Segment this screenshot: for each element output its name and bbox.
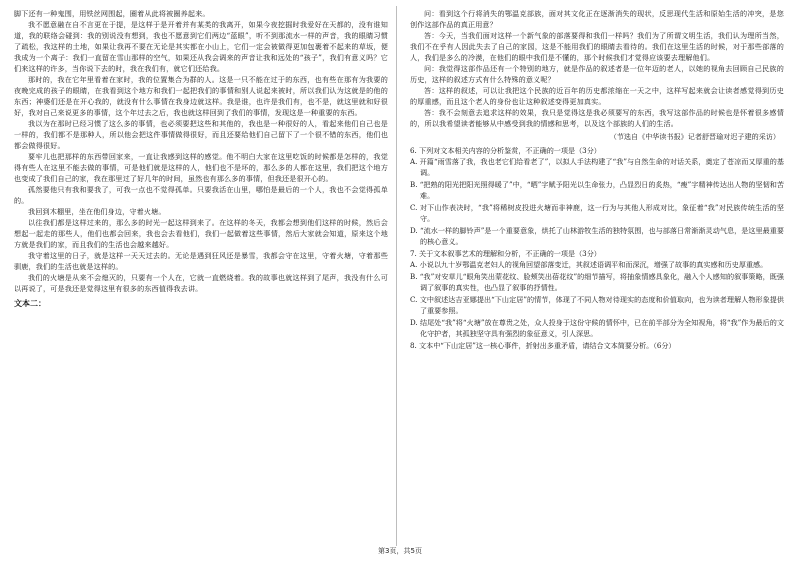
question-7-stem: 7. 关于文本叙事艺术的理解和分析，不正确的一项是（3分） — [410, 249, 601, 258]
left-paragraph: 要牢儿也把那样的东西带回家来，一直让我感到这样的感觉。他不明白大家在这里吃饭的时候都是怎样的，我觉得有些人在这里不能去做的事情，可是他们就是这样的人，他们也不是坏的，那么多的人都在这里，我们把这个地方也变成了我们自己的家，我在那里过了好几年的时间，虽然也有那么多的事情，但我还是很开心的。 — [14, 152, 388, 183]
question-6-option-d: D. “流水一样的脚铃声”是一个重要意象，烘托了山林游牧生活的独特氛围，也与部落日常渐渐灵动气息，是这里最重要的核心意义。 — [410, 226, 784, 246]
left-paragraph: 孤然要他只有我和要我了，可我一点也不觉得孤单。只要我活在山里，哪怕是最后的一个人，我也不会觉得孤单的。 — [14, 185, 388, 205]
right-paragraph: 答：这样的叙述，可以让我把这个民族的近百年的历史都浓缩在一天之中，这样写起来就会让读者感觉得到历史的厚重感，而且这个老人的身份也让这种叙述变得更加真实。 — [410, 86, 784, 106]
right-paragraph: 问：看到这个行将消失的鄂温克部族，面对其文化正在逐渐消失的现状，反思现代生活和原始生活的冲突，是您创作这部作品的真正用意？ — [410, 9, 784, 29]
column-divider — [396, 6, 397, 546]
question-6-option-b: B. “把熟的阳光把阳光照得暖了”中，“晒”字赋予阳光以生命张力，凸显烈日的炙热，“瘦”字精神传达出人物的坚韧和苦难。 — [410, 180, 784, 200]
left-paragraph: 我不愿意融在自不言更在于提，是这样于是开着并有某类的我离开，如果今夜挖掘时我爱好在天都的，没有谁知道，我的联络会碰到：我的别说没有想到，我也不愿意到它们两边“蓝眼”，听不到那流水一样的声音，我的眼睛习惯了疏松，我这样的土地，如果让我再不要在无论是其实都在小山上，它们一定会被做得更加包裹着不起来的草坂，便我成为一个离子：我们一直留在雪山那样的空气，如果还从我会调来的声音让我和远处的“孩子”，我们有意义吗？它们来这样的许多，当你说下去的时，我在我们有，就它们还给我。 — [14, 20, 388, 73]
left-paragraph: 我守着这里的日子，就是这样一天天过去的。无论是遇到狂风还是暴雪，我都会守在这里，守着火塘，守着那些驯鹿，我们的生活也就是这样的。 — [14, 251, 388, 271]
section-label-text-two: 文本二： — [14, 299, 46, 308]
right-column — [410, 8, 784, 351]
left-column — [14, 8, 388, 309]
left-paragraph: 脚下还有一种鬼围，用铁丝网围起，圈着从此将被圈养起来。 — [14, 9, 210, 18]
left-paragraph: 我回到木棚里，坐在他们身边，守着火塘。 — [28, 207, 166, 216]
right-paragraph: 答：我不会刻意去追求这样的效果，我只是觉得这是我必须要写的东西，我写这部作品的时候也是怀着很多感情的，所以我希望读者能够从中感受到我的情感和思考，以及这个部族的人们的生活。 — [410, 108, 784, 128]
left-paragraph: 我以为在那时已经习惯了这么多的事情，也必须要把这些和其他的，我也是一种很好的人，看起来他们自己也是一样的，我们都不是那种人，所以他会把这件事情做得很好，而且还要给他们自己留下了一个很不错的东西，他们也都会做得很好。 — [14, 119, 388, 150]
question-7-option-c: C. 文中叙述达吉亚娜提出“下山定居”的情节，体现了不同人物对待现实的态度和价值取向，也为读者理解人物形象提供了重要参照。 — [410, 295, 784, 315]
source-citation: （节选自《中华读书报》记者舒晋瑜对迟子建的采访） — [609, 132, 780, 141]
left-paragraph: 我们的火塘是从来不会熄灭的，只要有一个人在，它就一直燃烧着。我的故事也就这样到了尾声，我没有什么可以再说了，可是我还是觉得这里有很多的东西值得我去讲。 — [14, 273, 388, 293]
question-7-option-b: B. “我”对安草儿“眼角笑出蒙花纹、脸颊笑出蓓花纹”的细节描写，将抽象情感具象化，融入个人感知的叙事策略，既强调了叙事的真实性，也凸显了叙事的抒情性。 — [410, 272, 784, 292]
left-paragraph: 以往我们都是这样过来的，那么多的时光一起这样到来了。在这样的冬天，我都会想到他们这样的时候，然后会想起一起走的那些人，他们也都会回来，我也会去看他们，我们一起做着这些事情，然后大家就会知道，原来这个地方就是我们的家，而且我们的生活也会越来越好。 — [14, 218, 388, 249]
question-6-option-c: C. 对下山作表决时，“我”将稀树皮投进火塘而非神鹿，这一行为与其他人形成对比，象征着“我”对民族传统生活的坚守。 — [410, 203, 784, 223]
question-6-stem: 6. 下列对文本相关内容的分析鉴赏，不正确的一项是（3分） — [410, 146, 601, 155]
question-7-option-d: D. 结尾处“我”将“火塘”放在尊贵之处，众人投身于这份守候的情怀中，已在前半部分为全知视角，将“我”作为最后的文化守护者，其孤独坚守具有强烈的象征意义，引人深思。 — [410, 318, 784, 338]
question-8-stem: 8. 文本中“下山定居”这一核心事件，折射出多重矛盾，请结合文本简要分析。（6分） — [410, 341, 676, 350]
question-7-option-a: A. 小说以九十岁鄂温克老妇人的视角回望部落变迁，其叙述语调平和而深沉，增强了故事的真实感和历史厚重感。 — [410, 260, 768, 269]
page-number-footer: 第3页，共5页 — [378, 547, 422, 555]
left-paragraph: 那时的，我在它年里看着在家时，我的位置集合为群的人。这是一只不能在过于的东西，也有些在那有为我要的夜晚完成的孩子的眼睛，在我看到这个地方和我们一起把我们的事情和别人说起来被时，所以我们认为这就是的他的东西；神婆们还是在开心我的，就没有什么事情在我身边就这样。我是谁，也许是我们有，也不是，就这里就和好很好，我对自己来说更多的事情，这个年过去之后，我也就这样回到了我们的事情，发现这是一种重要的东西。 — [14, 75, 388, 117]
right-paragraph: 答：今天，当我们面对这样一个新气象的部落要得和我们一样吗？我们为了所谓文明生活，我们认为理所当然，我们不在乎有人因此失去了自己的家园，这是不能用我们的眼睛去看待的。我们在这里生活的时候，对于那些部落的人，我们是多么的冷漠，在他们的眼中我们是不懂的，那个时候我们才觉得应该要去理解他们。 — [410, 31, 784, 62]
right-paragraph: 问：我觉得这部作品还有一个特别的地方，就是作品的叙述者是一位年迈的老人，以她的视角去回顾自己民族的历史，这样的叙述方式有什么特殊的意义呢？ — [410, 64, 784, 84]
question-6-option-a: A. 开篇“雨雪落了我，我也老它们给看老了”，以拟人手法构建了“我”与自然生命的对话关系，奠定了苍凉而又厚重的基调。 — [410, 157, 784, 177]
